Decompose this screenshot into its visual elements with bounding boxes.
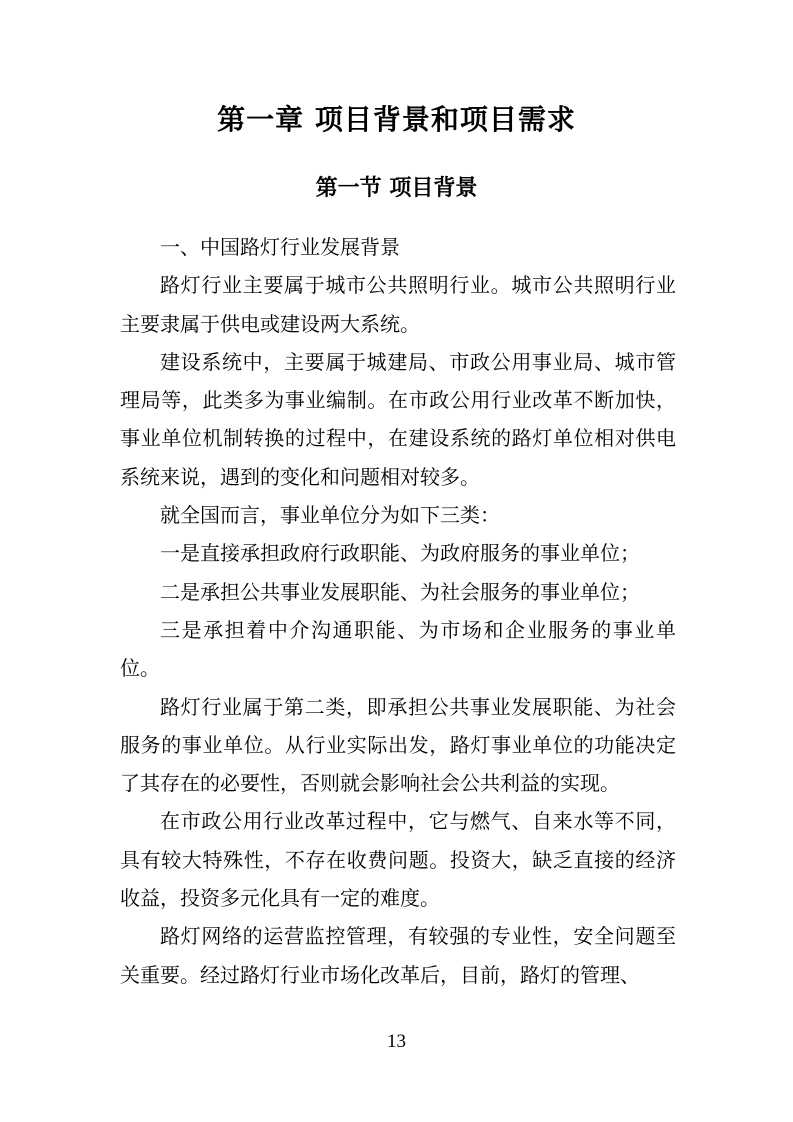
paragraph-heading: 一、中国路灯行业发展背景 [160, 235, 400, 259]
paragraph: 三是承担着中介沟通职能、为市场和企业服务的事业单位。 [120, 617, 676, 681]
paragraph: 建设系统中，主要属于城建局、市政公用事业局、城市管理局等，此类多为事业编制。在市政公用行业改革不断加快，事业单位机制转换的过程中，在建设系统的路灯单位相对供电系统来说，遇到的变化和问题相对较多。 [120, 349, 676, 489]
paragraph: 二是承担公共事业发展职能、为社会服务的事业单位； [160, 579, 640, 604]
paragraph: 路灯网络的运营监控管理，有较强的专业性，安全问题至关重要。经过路灯行业市场化改革后，目前，路灯的管理、 [120, 924, 676, 987]
section-title: 第一节 项目背景 [315, 175, 478, 201]
paragraph: 一是直接承担政府行政职能、为政府服务的事业单位； [160, 541, 640, 566]
paragraph: 在市政公用行业改革过程中，它与燃气、自来水等不同，具有较大特殊性，不存在收费问题。投资大，缺乏直接的经济收益，投资多元化具有一定的难度。 [120, 809, 676, 911]
paragraph: 路灯行业主要属于城市公共照明行业。城市公共照明行业主要隶属于供电或建设两大系统。 [120, 273, 676, 336]
paragraph: 就全国而言，事业单位分为如下三类： [160, 503, 500, 528]
page-number: 13 [387, 1031, 406, 1052]
body-text [120, 228, 676, 994]
chapter-title: 第一章 项目背景和项目需求 [217, 103, 576, 136]
paragraph: 路灯行业属于第二类，即承担公共事业发展职能、为社会服务的事业单位。从行业实际出发，路灯事业单位的功能决定了其存在的必要性，否则就会影响社会公共利益的实现。 [120, 694, 676, 796]
